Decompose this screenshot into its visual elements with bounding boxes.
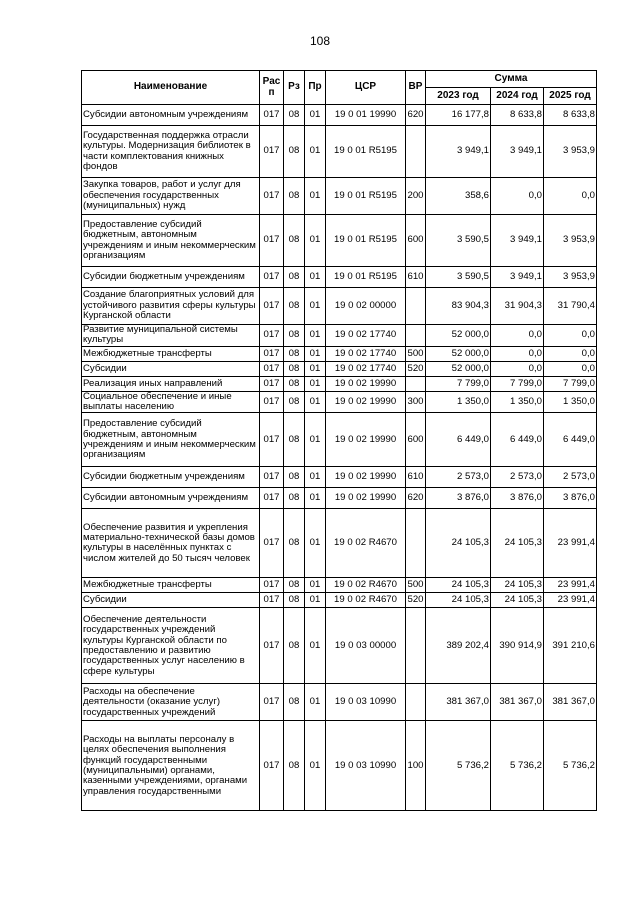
row-sum-2025: 2 573,0: [544, 467, 597, 488]
row-sum-2023: 52 000,0: [426, 325, 491, 347]
row-sum-2023: 381 367,0: [426, 684, 491, 721]
row-pr: 01: [305, 413, 326, 467]
row-rasp: 017: [260, 608, 284, 684]
row-vr: 600: [406, 413, 426, 467]
row-vr: 600: [406, 215, 426, 267]
row-sum-2024: 3 949,1: [491, 126, 544, 178]
row-sum-2024: 5 736,2: [491, 721, 544, 811]
row-sum-2024: 8 633,8: [491, 105, 544, 126]
row-vr: 100: [406, 721, 426, 811]
row-sum-2024: 3 876,0: [491, 488, 544, 509]
budget-table: [81, 70, 597, 811]
row-pr: 01: [305, 467, 326, 488]
row-vr: 300: [406, 391, 426, 413]
table-row: [82, 215, 597, 267]
row-rasp: 017: [260, 593, 284, 608]
row-rasp: 017: [260, 376, 284, 391]
row-sum-2023: 2 573,0: [426, 467, 491, 488]
table-row: [82, 267, 597, 288]
header-csr: ЦСР: [326, 71, 406, 105]
row-sum-2025: 6 449,0: [544, 413, 597, 467]
row-vr: 610: [406, 467, 426, 488]
row-csr: 19 0 03 00000: [326, 608, 406, 684]
row-sum-2025: 23 991,4: [544, 509, 597, 578]
row-sum-2023: 358,6: [426, 178, 491, 215]
row-csr: 19 0 02 19990: [326, 391, 406, 413]
row-rasp: 017: [260, 488, 284, 509]
table-header: [82, 71, 597, 105]
row-sum-2025: 7 799,0: [544, 376, 597, 391]
row-vr: 500: [406, 578, 426, 593]
row-rz: 08: [284, 376, 305, 391]
row-sum-2025: 0,0: [544, 361, 597, 376]
row-rasp: 017: [260, 325, 284, 347]
row-rz: 08: [284, 215, 305, 267]
table-row: [82, 346, 597, 361]
row-sum-2025: 0,0: [544, 346, 597, 361]
row-name: Субсидии бюджетным учреждениям: [82, 467, 260, 488]
row-vr: [406, 325, 426, 347]
row-name: Субсидии автономным учреждениям: [82, 488, 260, 509]
row-rasp: 017: [260, 361, 284, 376]
row-sum-2023: 3 876,0: [426, 488, 491, 509]
row-pr: 01: [305, 391, 326, 413]
row-name: Предоставление субсидий бюджетным, автономным учреждениям и иным некоммерческим организациям: [82, 413, 260, 467]
table-row: [82, 361, 597, 376]
row-sum-2025: 1 350,0: [544, 391, 597, 413]
table-row: [82, 578, 597, 593]
row-rz: 08: [284, 325, 305, 347]
row-sum-2025: 23 991,4: [544, 578, 597, 593]
row-sum-2024: 1 350,0: [491, 391, 544, 413]
header-pr: Пр: [305, 71, 326, 105]
row-rz: 08: [284, 488, 305, 509]
row-rz: 08: [284, 391, 305, 413]
row-sum-2024: 0,0: [491, 325, 544, 347]
row-rz: 08: [284, 593, 305, 608]
row-sum-2024: 0,0: [491, 178, 544, 215]
row-vr: [406, 376, 426, 391]
table-row: [82, 593, 597, 608]
header-2024: 2024 год: [491, 88, 544, 105]
row-csr: 19 0 02 R4670: [326, 593, 406, 608]
table-row: [82, 391, 597, 413]
row-sum-2025: 23 991,4: [544, 593, 597, 608]
row-name: Расходы на выплаты персоналу в целях обеспечения выполнения функций государственными (муниципальными) органами, казенными учреждениями, органами управления государственными: [82, 721, 260, 811]
table-row: [82, 288, 597, 325]
row-vr: 610: [406, 267, 426, 288]
row-sum-2024: 3 949,1: [491, 267, 544, 288]
row-name: Субсидии: [82, 361, 260, 376]
row-sum-2023: 24 105,3: [426, 578, 491, 593]
row-vr: 520: [406, 361, 426, 376]
row-pr: 01: [305, 178, 326, 215]
row-sum-2024: 0,0: [491, 346, 544, 361]
row-sum-2025: 3 953,9: [544, 215, 597, 267]
row-rz: 08: [284, 413, 305, 467]
row-sum-2024: 24 105,3: [491, 509, 544, 578]
row-rz: 08: [284, 361, 305, 376]
row-sum-2023: 3 590,5: [426, 215, 491, 267]
table-row: [82, 608, 597, 684]
row-vr: [406, 288, 426, 325]
row-name: Межбюджетные трансферты: [82, 346, 260, 361]
table-row: [82, 376, 597, 391]
row-pr: 01: [305, 488, 326, 509]
row-vr: 620: [406, 105, 426, 126]
header-vr: ВР: [406, 71, 426, 105]
row-name: Обеспечение деятельности государственных учреждений культуры Курганской области по предоставлению и развитию государственных услуг населению в сфере культуры: [82, 608, 260, 684]
row-name: Развитие муниципальной системы культуры: [82, 325, 260, 347]
row-sum-2023: 7 799,0: [426, 376, 491, 391]
header-rz: Рз: [284, 71, 305, 105]
row-sum-2025: 0,0: [544, 325, 597, 347]
page-number: 108: [309, 34, 331, 48]
row-pr: 01: [305, 684, 326, 721]
row-sum-2025: 8 633,8: [544, 105, 597, 126]
row-csr: 19 0 02 R4670: [326, 509, 406, 578]
row-sum-2024: 24 105,3: [491, 578, 544, 593]
row-sum-2025: 3 953,9: [544, 267, 597, 288]
table-row: [82, 413, 597, 467]
table-row: [82, 467, 597, 488]
row-name: Реализация иных направлений: [82, 376, 260, 391]
row-sum-2023: 3 590,5: [426, 267, 491, 288]
row-sum-2024: 0,0: [491, 361, 544, 376]
row-rasp: 017: [260, 215, 284, 267]
row-pr: 01: [305, 215, 326, 267]
row-pr: 01: [305, 288, 326, 325]
row-sum-2025: 3 953,9: [544, 126, 597, 178]
row-vr: [406, 126, 426, 178]
row-sum-2023: 3 949,1: [426, 126, 491, 178]
row-rasp: 017: [260, 684, 284, 721]
row-csr: 19 0 01 R5195: [326, 215, 406, 267]
row-rz: 08: [284, 105, 305, 126]
row-sum-2023: 24 105,3: [426, 509, 491, 578]
row-name: Предоставление субсидий бюджетным, автономным учреждениям и иным некоммерческим организациям: [82, 215, 260, 267]
row-rz: 08: [284, 608, 305, 684]
row-sum-2024: 7 799,0: [491, 376, 544, 391]
row-sum-2025: 31 790,4: [544, 288, 597, 325]
row-sum-2023: 16 177,8: [426, 105, 491, 126]
header-name: Наименование: [82, 71, 260, 105]
row-rasp: 017: [260, 267, 284, 288]
table-row: [82, 721, 597, 811]
row-pr: 01: [305, 346, 326, 361]
table-row: [82, 509, 597, 578]
row-csr: 19 0 01 R5195: [326, 267, 406, 288]
table-body: [82, 105, 597, 811]
row-sum-2024: 390 914,9: [491, 608, 544, 684]
row-rasp: 017: [260, 126, 284, 178]
row-sum-2024: 24 105,3: [491, 593, 544, 608]
row-pr: 01: [305, 361, 326, 376]
row-csr: 19 0 01 R5195: [326, 178, 406, 215]
header-rasp: Рас п: [260, 71, 284, 105]
row-sum-2024: 31 904,3: [491, 288, 544, 325]
row-rasp: 017: [260, 346, 284, 361]
row-rasp: 017: [260, 721, 284, 811]
row-csr: 19 0 03 10990: [326, 721, 406, 811]
row-name: Обеспечение развития и укрепления материально-технической базы домов культуры в населённых пунктах с числом жителей до 50 тысяч человек: [82, 509, 260, 578]
row-rz: 08: [284, 684, 305, 721]
row-sum-2023: 6 449,0: [426, 413, 491, 467]
row-rz: 08: [284, 267, 305, 288]
row-sum-2025: 0,0: [544, 178, 597, 215]
row-pr: 01: [305, 126, 326, 178]
table-row: [82, 105, 597, 126]
row-name: Субсидии автономным учреждениям: [82, 105, 260, 126]
row-rasp: 017: [260, 391, 284, 413]
row-csr: 19 0 02 19990: [326, 488, 406, 509]
row-name: Субсидии: [82, 593, 260, 608]
row-rz: 08: [284, 346, 305, 361]
row-sum-2024: 6 449,0: [491, 413, 544, 467]
row-csr: 19 0 01 R5195: [326, 126, 406, 178]
row-rasp: 017: [260, 509, 284, 578]
row-sum-2023: 52 000,0: [426, 361, 491, 376]
row-rz: 08: [284, 126, 305, 178]
row-sum-2024: 3 949,1: [491, 215, 544, 267]
row-vr: [406, 684, 426, 721]
row-csr: 19 0 02 19990: [326, 413, 406, 467]
row-name: Межбюджетные трансферты: [82, 578, 260, 593]
row-vr: 200: [406, 178, 426, 215]
row-pr: 01: [305, 578, 326, 593]
row-vr: [406, 509, 426, 578]
row-csr: 19 0 02 17740: [326, 361, 406, 376]
row-name: Государственная поддержка отрасли культуры. Модернизация библиотек в части комплектования книжных фондов: [82, 126, 260, 178]
row-csr: 19 0 01 19990: [326, 105, 406, 126]
row-pr: 01: [305, 376, 326, 391]
row-sum-2023: 5 736,2: [426, 721, 491, 811]
row-rasp: 017: [260, 288, 284, 325]
header-2023: 2023 год: [426, 88, 491, 105]
row-sum-2025: 3 876,0: [544, 488, 597, 509]
row-rz: 08: [284, 288, 305, 325]
table-row: [82, 126, 597, 178]
row-sum-2023: 83 904,3: [426, 288, 491, 325]
row-csr: 19 0 02 R4670: [326, 578, 406, 593]
row-vr: 520: [406, 593, 426, 608]
table-row: [82, 488, 597, 509]
row-sum-2023: 52 000,0: [426, 346, 491, 361]
row-pr: 01: [305, 721, 326, 811]
row-rasp: 017: [260, 467, 284, 488]
row-sum-2025: 5 736,2: [544, 721, 597, 811]
row-rasp: 017: [260, 105, 284, 126]
row-csr: 19 0 03 10990: [326, 684, 406, 721]
row-sum-2025: 381 367,0: [544, 684, 597, 721]
row-rasp: 017: [260, 578, 284, 593]
row-pr: 01: [305, 325, 326, 347]
row-name: Субсидии бюджетным учреждениям: [82, 267, 260, 288]
row-pr: 01: [305, 509, 326, 578]
row-csr: 19 0 02 00000: [326, 288, 406, 325]
header-2025: 2025 год: [544, 88, 597, 105]
row-name: Расходы на обеспечение деятельности (оказание услуг) государственных учреждений: [82, 684, 260, 721]
header-sum: Сумма: [426, 71, 597, 88]
row-csr: 19 0 02 19990: [326, 467, 406, 488]
row-name: Создание благоприятных условий для устойчивого развития сферы культуры Курганской области: [82, 288, 260, 325]
row-csr: 19 0 02 17740: [326, 346, 406, 361]
table-row: [82, 684, 597, 721]
row-name: Закупка товаров, работ и услуг для обеспечения государственных (муниципальных) нужд: [82, 178, 260, 215]
row-rasp: 017: [260, 413, 284, 467]
table-row: [82, 325, 597, 347]
row-pr: 01: [305, 608, 326, 684]
row-rz: 08: [284, 509, 305, 578]
row-csr: 19 0 02 17740: [326, 325, 406, 347]
row-sum-2023: 24 105,3: [426, 593, 491, 608]
row-sum-2024: 381 367,0: [491, 684, 544, 721]
row-vr: [406, 608, 426, 684]
row-sum-2025: 391 210,6: [544, 608, 597, 684]
row-sum-2023: 389 202,4: [426, 608, 491, 684]
table-row: [82, 178, 597, 215]
row-csr: 19 0 02 19990: [326, 376, 406, 391]
row-sum-2024: 2 573,0: [491, 467, 544, 488]
row-pr: 01: [305, 267, 326, 288]
row-rz: 08: [284, 721, 305, 811]
row-vr: 500: [406, 346, 426, 361]
row-rasp: 017: [260, 178, 284, 215]
row-vr: 620: [406, 488, 426, 509]
row-rz: 08: [284, 178, 305, 215]
row-rz: 08: [284, 467, 305, 488]
row-name: Социальное обеспечение и иные выплаты населению: [82, 391, 260, 413]
row-sum-2023: 1 350,0: [426, 391, 491, 413]
row-pr: 01: [305, 593, 326, 608]
row-pr: 01: [305, 105, 326, 126]
row-rz: 08: [284, 578, 305, 593]
